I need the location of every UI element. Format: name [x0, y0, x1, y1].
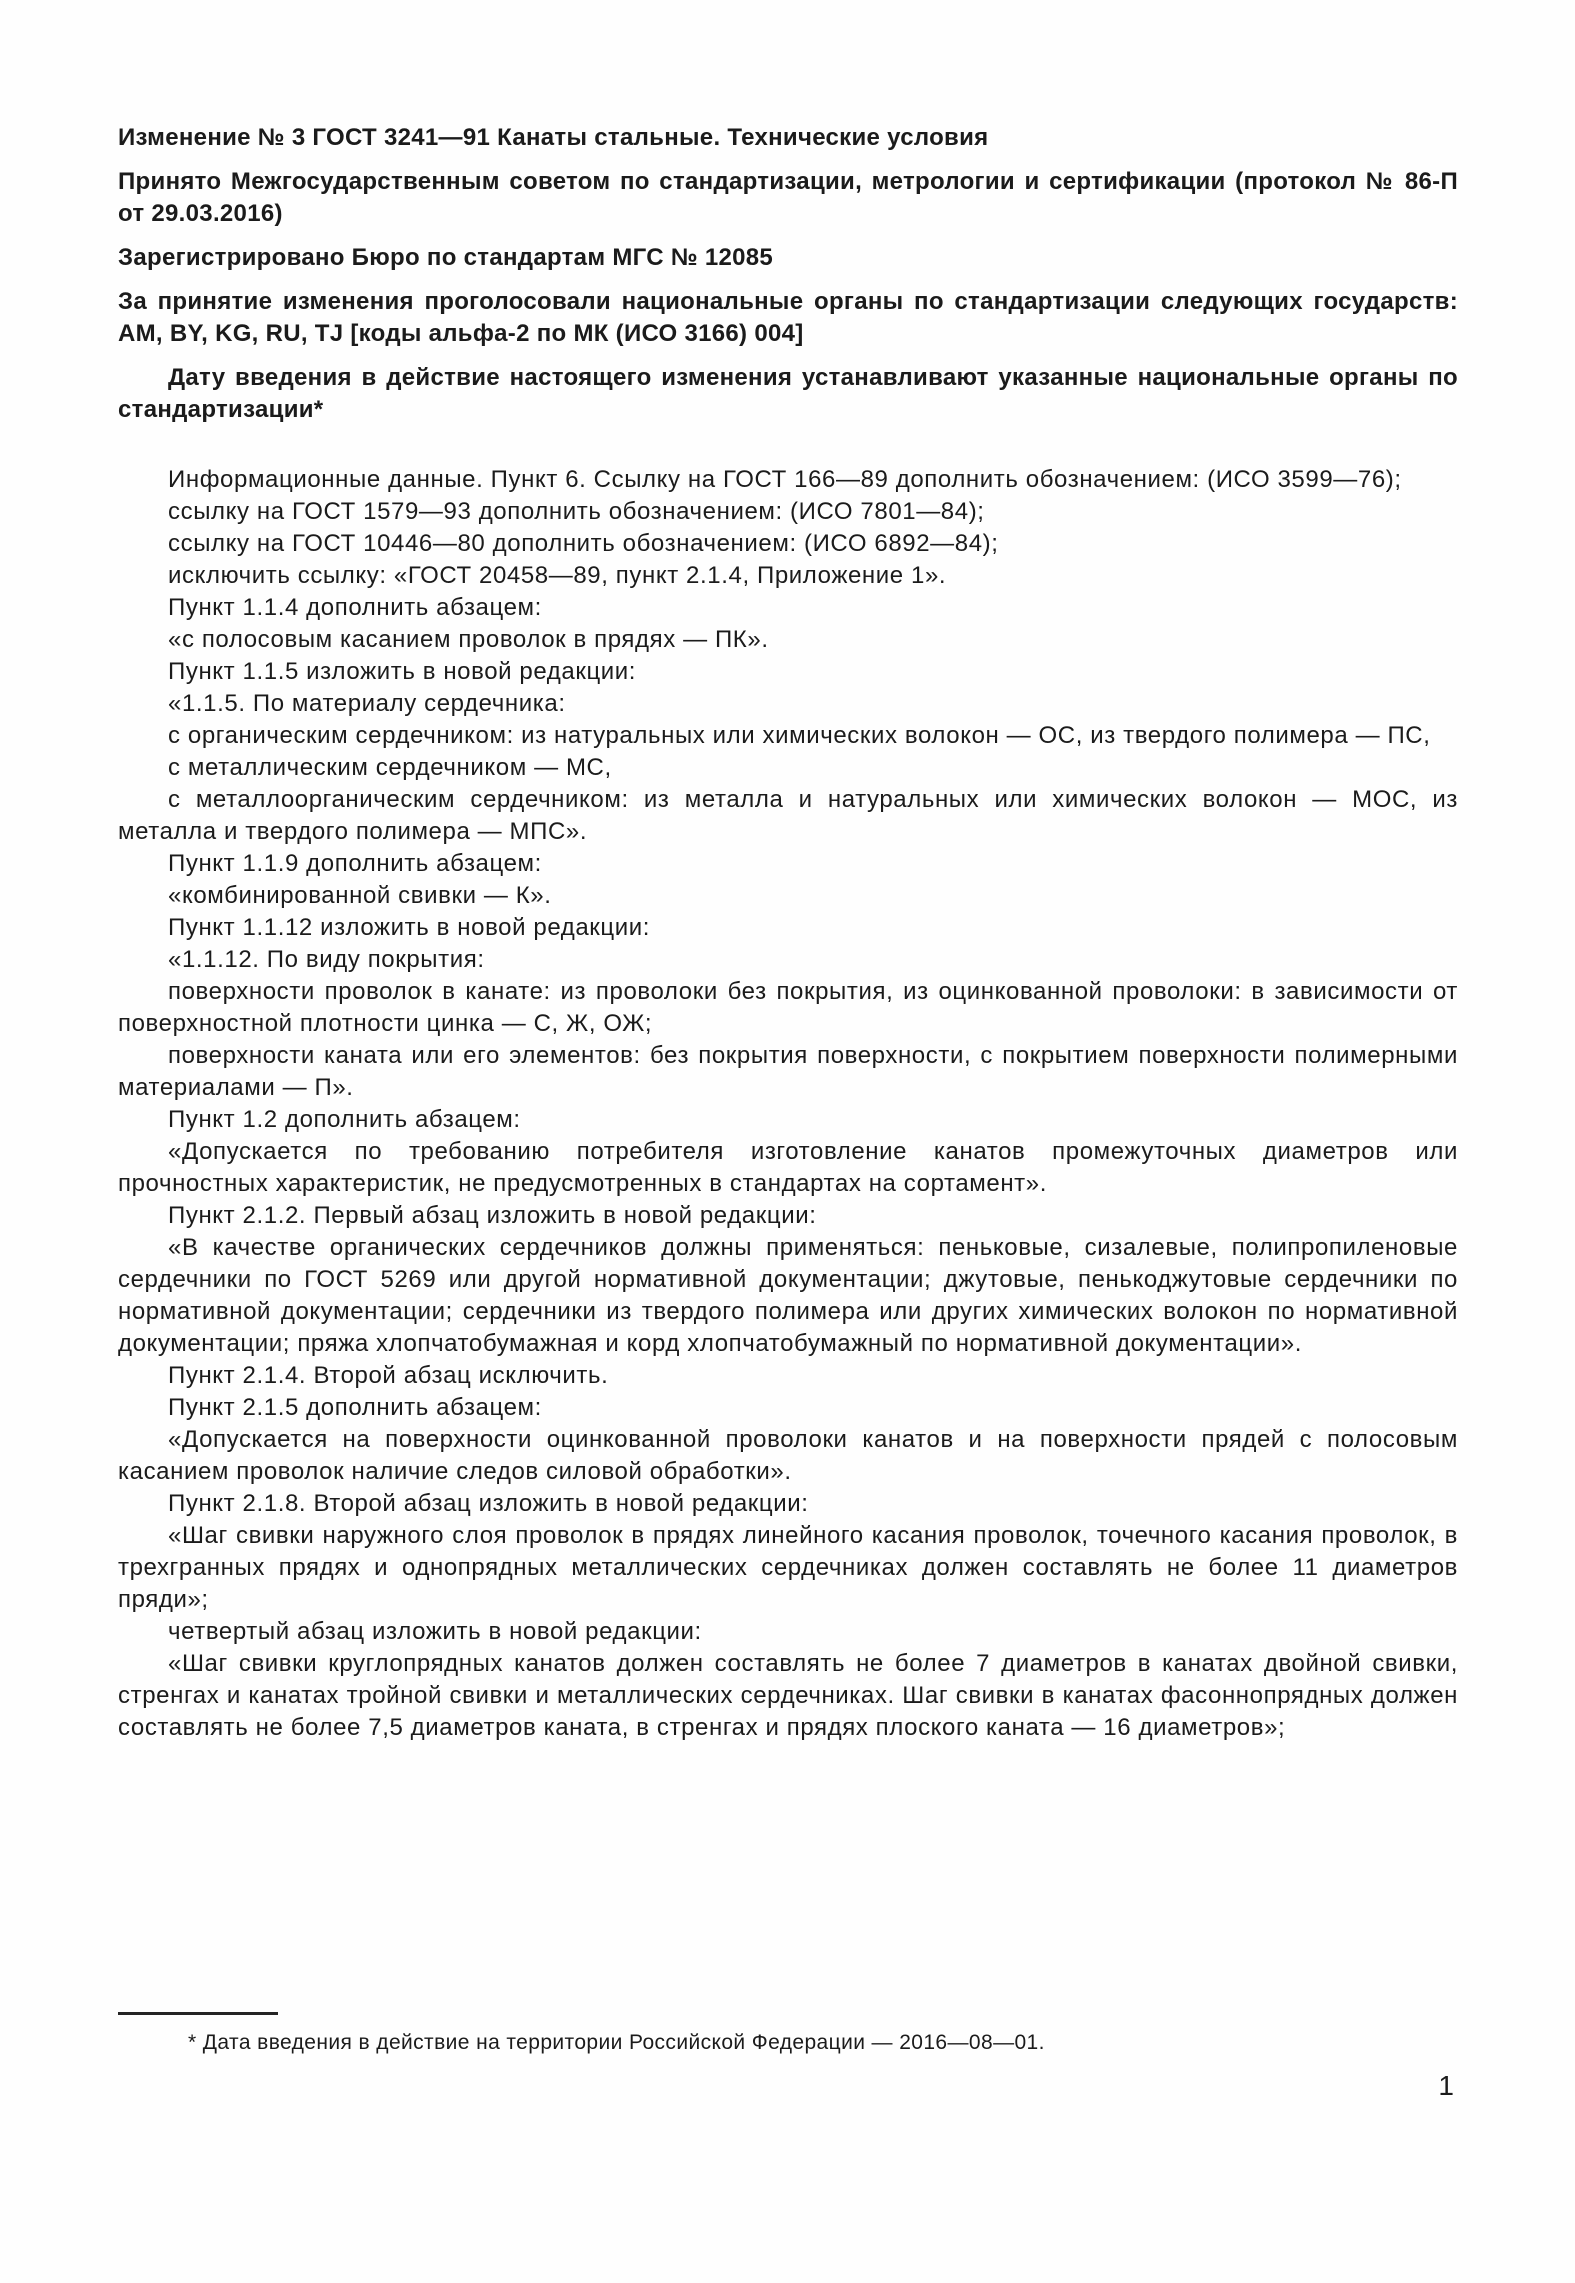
body-paragraph: исключить ссылку: «ГОСТ 20458—89, пункт 2.1.4, Приложение 1». [168, 562, 947, 589]
body-paragraph: Пункт 2.1.5 дополнить абзацем: [168, 1394, 542, 1421]
body-paragraph: поверхности проволок в канате: из проволоки без покрытия, из оцинкованной проволоки: в зависимости от поверхностной плотности цинка — С, Ж, ОЖ; [118, 978, 1458, 1037]
body-paragraph: с металлоорганическим сердечником: из металла и натуральных или химических волокон — МОС, из металла и твердого полимера — МПС». [118, 786, 1458, 845]
footnote-text: * Дата введения в действие на территории Российской Федерации — 2016—08—01. [188, 2031, 1045, 2054]
body-paragraph: ссылку на ГОСТ 10446—80 дополнить обозначением: (ИСО 6892—84); [168, 530, 999, 557]
body-paragraph: Пункт 2.1.8. Второй абзац изложить в новой редакции: [168, 1490, 809, 1517]
document-header [118, 122, 1458, 426]
body-paragraph: Пункт 1.1.9 дополнить абзацем: [168, 850, 542, 877]
page-number: 1 [1438, 2070, 1454, 2101]
body-paragraph: «В качестве органических сердечников должны применяться: пеньковые, сизалевые, полипропиленовые сердечники по ГОСТ 5269 или другой нормативной документации; джутовые, пенькоджутовые сердечники по нормативной документации; сердечники из твердого полимера или других химических волокон по нормативной документации; пряжа хлопчатобумажная и корд хлопчатобумажный по нормативной документации». [118, 1234, 1458, 1357]
body-paragraph: «Допускается на поверхности оцинкованной проволоки канатов и на поверхности прядей с полосовым касанием проволок наличие следов силовой обработки». [118, 1426, 1458, 1485]
body-paragraph: «1.1.5. По материалу сердечника: [168, 690, 566, 717]
body-paragraph: Пункт 2.1.2. Первый абзац изложить в новой редакции: [168, 1202, 817, 1229]
header-paragraph: Зарегистрировано Бюро по стандартам МГС № 12085 [118, 244, 774, 271]
body-paragraph: Пункт 2.1.4. Второй абзац исключить. [168, 1362, 609, 1389]
body-paragraph: Пункт 1.1.4 дополнить абзацем: [168, 594, 542, 621]
footnote-divider [118, 2012, 278, 2015]
body-paragraph: поверхности каната или его элементов: без покрытия поверхности, с покрытием поверхности полимерными материалами — П». [118, 1042, 1458, 1101]
body-paragraph: с органическим сердечником: из натуральных или химических волокон — ОС, из твердого полимера — ПС, [168, 722, 1431, 749]
header-paragraph: Дату введения в действие настоящего изменения устанавливают указанные национальные органы по стандартизации* [118, 364, 1458, 423]
body-paragraph: с металлическим сердечником — МС, [168, 754, 612, 781]
body-paragraph: «с полосовым касанием проволок в прядях — ПК». [168, 626, 769, 653]
body-paragraph: «Шаг свивки наружного слоя проволок в прядях линейного касания проволок, точечного касания проволок, в трехгранных прядях и однопрядных металлических сердечниках должен составлять не более 11 диаметров пряди»; [118, 1522, 1458, 1613]
body-paragraph: ссылку на ГОСТ 1579—93 дополнить обозначением: (ИСО 7801—84); [168, 498, 985, 525]
document-body [118, 464, 1458, 1744]
body-paragraph: Пункт 1.1.5 изложить в новой редакции: [168, 658, 637, 685]
header-paragraph: Принято Межгосударственным советом по стандартизации, метрологии и сертификации (протокол № 86-П от 29.03.2016) [118, 168, 1458, 227]
body-paragraph: «комбинированной свивки — К». [168, 882, 552, 909]
body-paragraph: четвертый абзац изложить в новой редакции: [168, 1618, 702, 1645]
body-paragraph: «1.1.12. По виду покрытия: [168, 946, 485, 973]
body-paragraph: Пункт 1.2 дополнить абзацем: [168, 1106, 521, 1133]
body-paragraph: Информационные данные. Пункт 6. Ссылку на ГОСТ 166—89 дополнить обозначением: (ИСО 3599—76); [168, 466, 1402, 493]
header-paragraph: Изменение № 3 ГОСТ 3241—91 Канаты стальные. Технические условия [118, 124, 989, 151]
body-paragraph: «Шаг свивки круглопрядных канатов должен составлять не более 7 диаметров в канатах двойной свивки, стренгах и канатах тройной свивки и металлических сердечниках. Шаг свивки в канатах фасоннопрядных должен составлять не более 7,5 диаметров каната, в стренгах и прядях плоского каната — 16 диаметров»; [118, 1650, 1458, 1741]
body-paragraph: «Допускается по требованию потребителя изготовление канатов промежуточных диаметров или прочностных характеристик, не предусмотренных в стандартах на сортамент». [118, 1138, 1458, 1197]
header-paragraph: За принятие изменения проголосовали национальные органы по стандартизации следующих государств: AM, BY, KG, RU, TJ [коды альфа-2 по МК (ИСО 3166) 004] [118, 288, 1458, 347]
body-paragraph: Пункт 1.1.12 изложить в новой редакции: [168, 914, 651, 941]
